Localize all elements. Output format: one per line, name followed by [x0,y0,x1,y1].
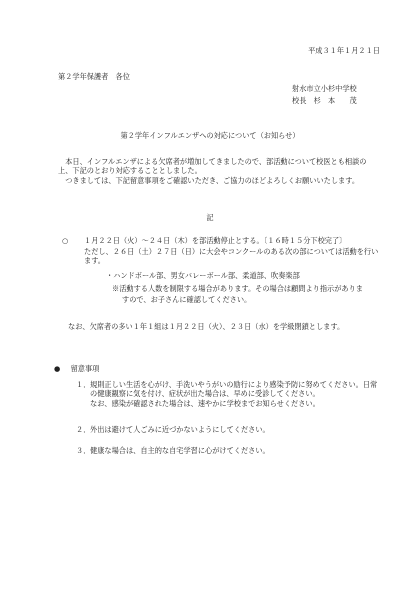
document-title: 第２学年インフルエンザへの対応について（お知らせ） [120,131,300,140]
rule-text: 規則正しい生活を心がけ、手洗いやうがいの励行により感染予防に努めてください。日常の健康観察に気を付け、症状が出た場合は、早めに受診してください。 [90,380,378,398]
principal-name: 校長 杉 本 茂 [292,96,357,105]
rules-heading-label: 留意事項 [70,364,100,373]
suspension-line: １月２２日（火）～２４日（木）を部活動停止とする。〔１６時１５分下校完了〕 [84,236,347,245]
school-name: 射水市立小杉中学校 [292,84,357,93]
filled-circle-bullet: ● [54,364,61,373]
rule-text: 健康な場合は、自主的な自宅学習に心がけてください。 [90,446,270,455]
exception-line: ただし、２６日（土）２７日（日）に大会やコンクールのある次の部については活動を行います。 [84,247,379,265]
club-note-b: すので、お子さんに確認してください。 [122,295,252,304]
club-suspension-item [62,236,384,304]
class-closure-note: なお、欠席者の多い１年１組は１月２２日（火）、２３日（水）を学級閉鎖とします。 [68,322,345,331]
rule-text: 外出は避けて人ごみに近づかないようにしてください。 [90,425,270,434]
rule-number: ３． [76,446,91,455]
ki-heading: 記 [206,213,214,222]
document-date: 平成３１年１月２１日 [308,46,380,55]
rule-text-2: なお、感染が確認された場合は、速やかに学校までお知らせください。 [90,399,320,408]
intro-paragraph [58,157,376,186]
intro-text-2: つきましては、下記留意事項をご確認いただき、ご協力のほどよろしくお願いいたします。 [65,176,360,185]
addressee: 第２学年保護者 各位 [58,72,130,81]
sender-block [292,84,357,108]
rules-heading [54,364,99,373]
club-list: ・ハンドボール部、男女バレーボール部、柔道部、吹奏楽部 [106,271,300,280]
club-note-a: ※活動する人数を制限する場合があります。その場合は顧問より指示がありま [112,284,363,293]
intro-text-1: 本日、インフルエンザによる欠席者が増加してきましたので、部活動について校医とも相談の上、下記のとおり対応することとしました。 [58,157,367,175]
circle-bullet: ○ [62,236,69,245]
rule-item-2 [76,425,270,434]
rule-item-3 [76,446,270,455]
rule-number: ２． [76,425,91,434]
rule-number: １． [76,380,91,389]
rule-item-1 [76,380,382,408]
